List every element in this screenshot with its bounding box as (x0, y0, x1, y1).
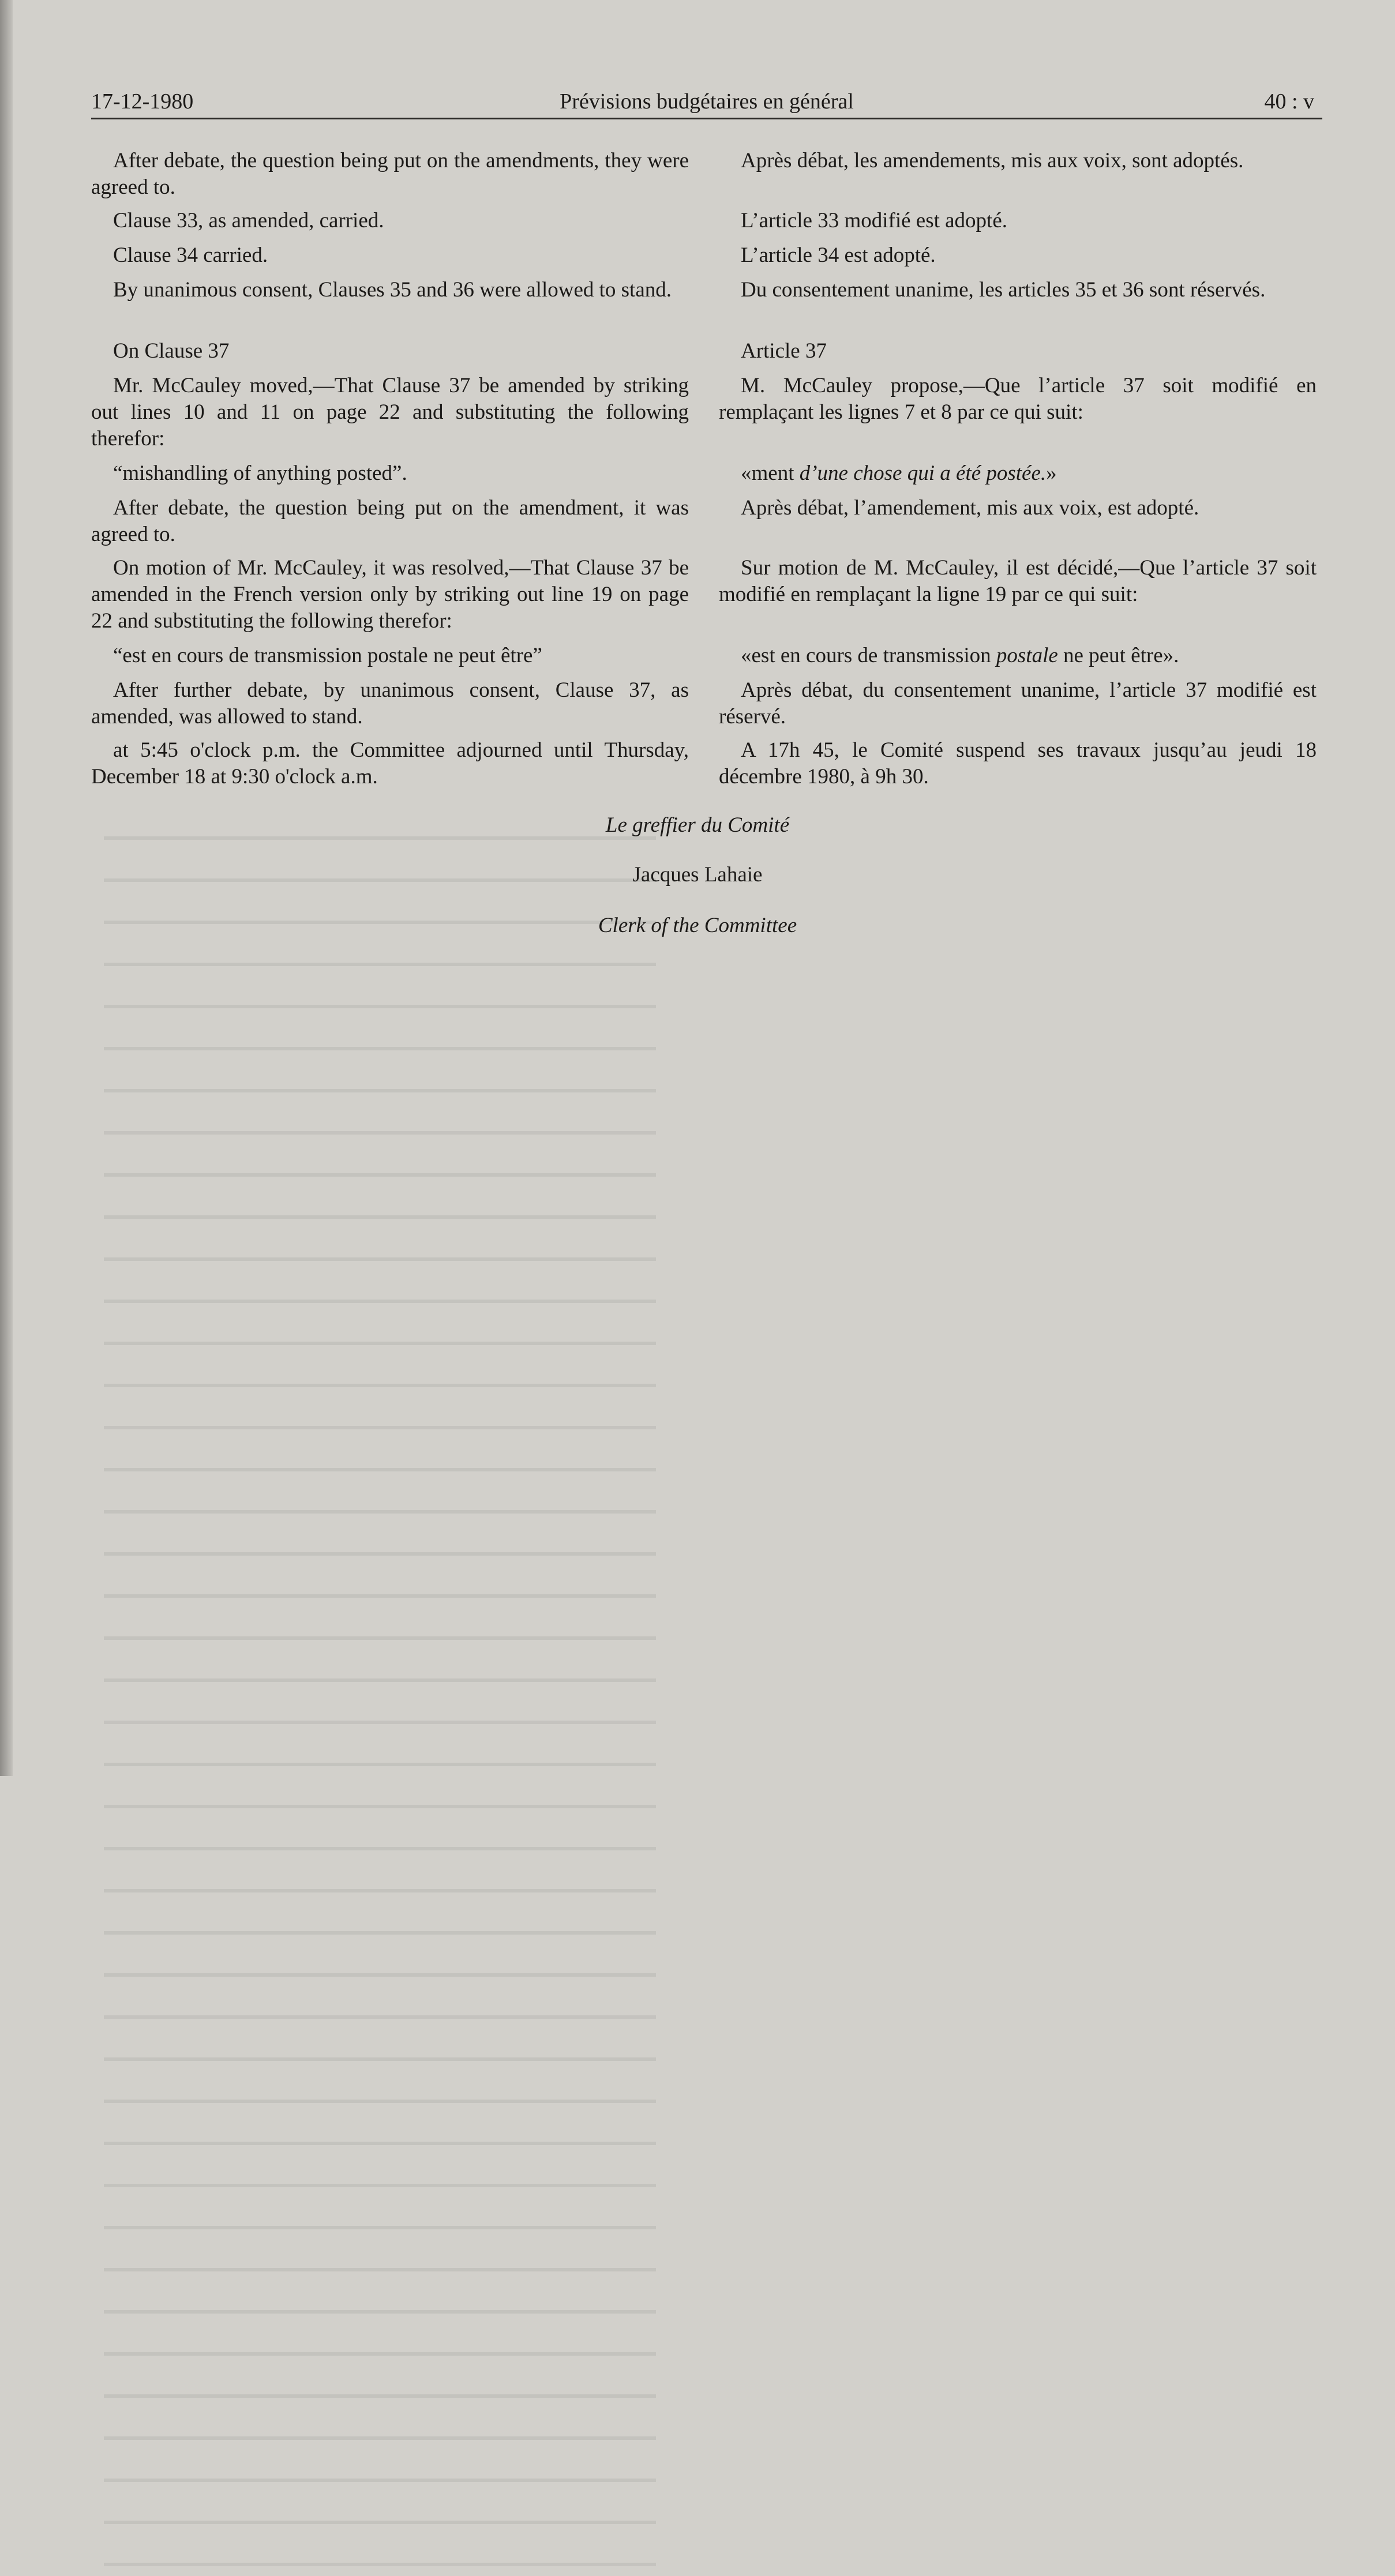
fr-p7-italic: d’une chose qui a été postée. (799, 461, 1047, 485)
header-page-number: 40 : v (1264, 89, 1314, 114)
en-paragraph-4: By unanimous consent, Clauses 35 and 36 were allowed to stand. (113, 278, 672, 302)
signature-title-fr: Le greffier du Comité (605, 813, 790, 837)
fr-paragraph-4: Du consentement unanime, les articles 35 et 36 sont réservés. (741, 278, 1266, 302)
en-paragraph-11: After further debate, by unanimous consent, Clause 37, as amended, was allowed to stand. (91, 678, 689, 729)
fr-paragraph-9: Sur motion de M. McCauley, il est décidé,—Que l’article 37 soit modifié en remplaçant la ligne 19 par ce qui suit: (719, 556, 1317, 606)
fr-p7-suffix: » (1046, 461, 1057, 485)
fr-paragraph-3: L’article 34 est adopté. (741, 243, 936, 267)
en-paragraph-8: After debate, the question being put on the amendment, it was agreed to. (91, 496, 689, 546)
fr-p7-prefix: «ment (741, 461, 800, 485)
bleed-through-texture (104, 808, 1304, 1673)
signature-title-en: Clerk of the Committee (598, 914, 797, 937)
signature-name: Jacques Lahaie (632, 863, 763, 887)
fr-paragraph-11: Après débat, du consentement unanime, l’article 37 modifié est réservé. (719, 678, 1317, 729)
en-paragraph-1: After debate, the question being put on the amendments, they were agreed to. (91, 149, 689, 199)
fr-paragraph-2: L’article 33 modifié est adopté. (741, 209, 1008, 232)
en-paragraph-5: On Clause 37 (113, 339, 230, 363)
fr-paragraph-6: M. McCauley propose,—Que l’article 37 soit modifié en remplaçant les lignes 7 et 8 par ce qui suit: (719, 374, 1317, 424)
fr-paragraph-10 (719, 643, 1317, 669)
fr-paragraph-1: Après débat, les amendements, mis aux voix, sont adoptés. (741, 149, 1244, 172)
en-paragraph-9: On motion of Mr. McCauley, it was resolved,—That Clause 37 be amended in the French version only by striking out line 19 on page 22 and substituting the following therefor: (91, 556, 689, 633)
en-paragraph-3: Clause 34 carried. (113, 243, 268, 267)
header-title: Prévisions budgétaires en général (560, 89, 854, 114)
fr-paragraph-7 (719, 460, 1317, 487)
en-paragraph-10: “est en cours de transmission postale ne peut être” (113, 644, 542, 667)
en-paragraph-6: Mr. McCauley moved,—That Clause 37 be amended by striking out lines 10 and 11 on page 22 and substituting the following therefor: (91, 374, 689, 450)
page-header (91, 85, 1322, 119)
fr-paragraph-5: Article 37 (741, 339, 827, 363)
header-date: 17-12-1980 (91, 89, 194, 114)
en-paragraph-7: “mishandling of anything posted”. (113, 461, 407, 485)
fr-paragraph-12: A 17h 45, le Comité suspend ses travaux jusqu’au jeudi 18 décembre 1980, à 9h 30. (719, 738, 1317, 788)
fr-p10-prefix: «est en cours de transmission (741, 644, 996, 667)
fr-p10-italic: postale (996, 644, 1058, 667)
en-paragraph-12: at 5:45 o'clock p.m. the Committee adjourned until Thursday, December 18 at 9:30 o'clock a.m. (91, 738, 689, 788)
fr-p10-suffix: ne peut être». (1058, 644, 1179, 667)
fr-paragraph-8: Après débat, l’amendement, mis aux voix, est adopté. (741, 496, 1199, 520)
en-paragraph-2: Clause 33, as amended, carried. (113, 209, 384, 232)
